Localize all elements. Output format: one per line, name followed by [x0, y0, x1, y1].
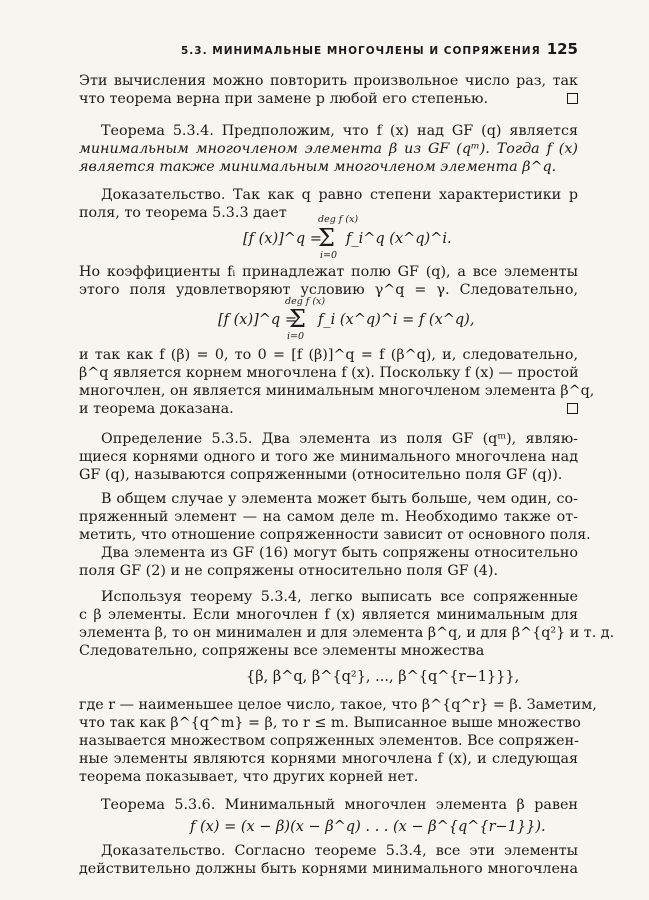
running-title: 5.3. МИНИМАЛЬНЫЕ МНОГОЧЛЕНЫ И СОПРЯЖЕНИЯ	[181, 45, 541, 57]
text-line: элемента β, то он минимален и для элемента β^q, и для β^{q²} и т. д.	[79, 625, 615, 641]
text-line: β^q является корнем многочлена f (x). Поскольку f (x) — простой	[79, 365, 579, 381]
text-line: В общем случае у элемента может быть больше, чем один, со-	[101, 491, 578, 507]
sigma-icon: Σ	[318, 224, 335, 252]
proof-start: Доказательство. Так как q равно степени характеристики p	[101, 187, 578, 203]
text-line: что теорема верна при замене p любой его степенью.	[79, 90, 578, 108]
formula-right: f_i^q (x^q)^i.	[346, 231, 452, 247]
text-line: где r — наименьшее целое число, такое, что β^{q^r} = β. Заметим,	[79, 697, 597, 713]
formula-left: [f (x)]^q =	[218, 312, 297, 328]
definition-5-3-5: Определение 5.3.5. Два элемента из поля GF (qᵐ), являю-	[101, 431, 578, 447]
text-line: пряженный элемент — на самом деле m. Необходимо также от-	[79, 509, 578, 525]
text-line: называется множеством сопряженных элементов. Все сопряжен-	[79, 733, 579, 749]
minimal-polynomial-formula: f (x) = (x − β)(x − β^q) . . . (x − β^{q^{r−1}}).	[190, 819, 546, 835]
conjugate-set-formula: {β, β^q, β^{q²}, ..., β^{q^{r−1}}},	[246, 669, 520, 685]
text-line: метить, что отношение сопряженности зависит от основного поля.	[79, 527, 591, 543]
sum-upper-limit: deg f (x)	[285, 296, 326, 307]
text-line: Используя теорему 5.3.4, легко выписать все сопряженные	[101, 589, 578, 605]
text-line: GF (q), называются сопряженными (относительно поля GF (q)).	[79, 467, 563, 483]
sigma-icon: Σ	[289, 305, 306, 333]
text-line: поля, то теорема 5.3.3 дает	[79, 205, 287, 221]
text-line: Следовательно, сопряжены все элементы множества	[79, 643, 485, 659]
text-line: Но коэффициенты fᵢ принадлежат полю GF (q), а все элементы	[79, 264, 578, 280]
text-line: Два элемента из GF (16) могут быть сопряжены относительно	[101, 545, 578, 561]
text-line: ные элементы являются корнями многочлена f (x), и следующая	[79, 751, 578, 767]
text-line: является также минимальным многочленом элемента β^q.	[79, 159, 557, 175]
theorem-5-3-4: Теорема 5.3.4. Предположим, что f (x) над GF (q) является	[101, 123, 578, 139]
page-number: 125	[546, 40, 578, 58]
formula-left: [f (x)]^q =	[243, 231, 322, 247]
qed-square-icon	[567, 93, 578, 104]
running-header	[181, 40, 578, 58]
text-line: с β элементы. Если многочлен f (x) является минимальным для	[79, 607, 578, 623]
text-line: теорема показывает, что других корней нет.	[79, 769, 419, 785]
text-line: действительно должны быть корнями минимального многочлена	[79, 861, 578, 877]
text-line: щиеся корнями одного и того же минимального многочлена над	[79, 449, 578, 465]
proof-start: Доказательство. Согласно теореме 5.3.4, все эти элементы	[101, 843, 578, 859]
text-line: минимальным многочленом элемента β из GF (qᵐ). Тогда f (x)	[79, 141, 578, 157]
sum-upper-limit: deg f (x)	[318, 214, 359, 225]
text-line: Эти вычисления можно повторить произвольное число раз, так	[79, 73, 578, 89]
text-line: что так как β^{q^m} = β, то r ≤ m. Выписанное выше множество	[79, 715, 581, 731]
text-line: этого поля удовлетворяют условию γ^q = γ. Следовательно,	[79, 282, 578, 298]
sum-lower-limit: i=0	[287, 331, 305, 342]
sum-lower-limit: i=0	[320, 250, 338, 261]
text-line: поля GF (2) и не сопряжены относительно поля GF (4).	[79, 563, 499, 579]
theorem-5-3-6: Теорема 5.3.6. Минимальный многочлен элемента β равен	[101, 797, 578, 813]
text-line: и теорема доказана.	[79, 400, 578, 418]
text-line: многочлен, он является минимальным многочленом элемента β^q,	[79, 383, 595, 399]
formula-right: f_i (x^q)^i = f (x^q),	[318, 312, 475, 328]
text-line: и так как f (β) = 0, то 0 = [f (β)]^q = f (β^q), и, следовательно,	[79, 347, 578, 363]
qed-square-icon	[567, 403, 578, 414]
